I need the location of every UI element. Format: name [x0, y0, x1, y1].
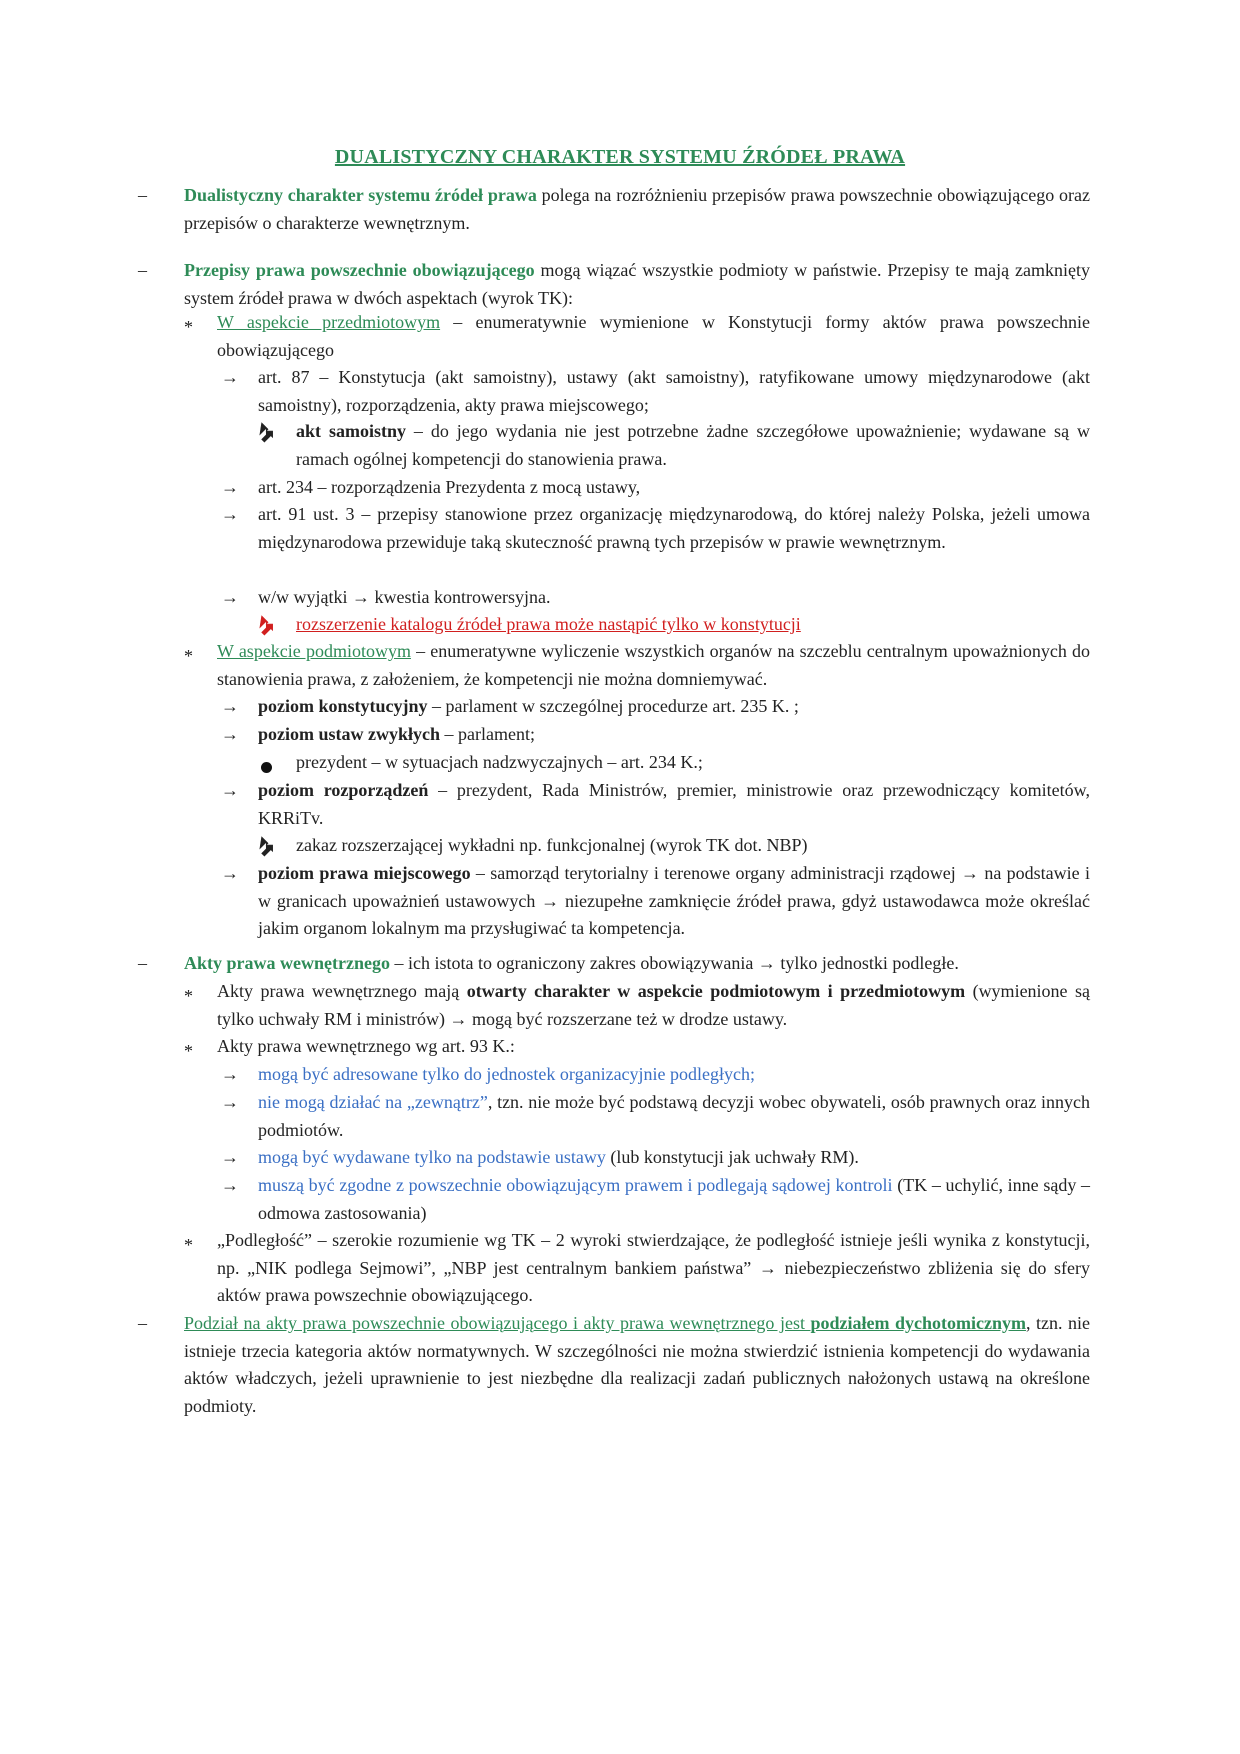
star-bullet: * — [184, 646, 193, 666]
item-court-control: muszą być zgodne z powszechnie obowiązującym prawem i podlegają sądowej kontroli (TK – uchylić, inne sądy – odmowa zastosowania) — [258, 1175, 1090, 1223]
item-statutory-basis: mogą być wydawane tylko na podstawie ustawy (lub konstytucji jak uchwały RM). — [258, 1147, 859, 1167]
item-subject-aspect: W aspekcie podmiotowym – enumeratywne wyliczenie wszystkich organów na szczeblu centralnym upoważnionych do stanowienia prawa, z założeniem, że kompetencji nie można domniemywać. — [217, 641, 1090, 689]
item-open-character: Akty prawa wewnętrznego mają otwarty charakter w aspekcie podmiotowym i przedmiotowym (wymienione są tylko uchwały RM i ministrów) → mogą być rozszerzane też w drodze ustawy. — [217, 981, 1090, 1029]
star-bullet: * — [184, 986, 193, 1006]
pointing-hand-icon — [258, 614, 280, 636]
item-ordinary-law-level: poziom ustaw zwykłych – parlament; — [258, 724, 535, 744]
item-subordination: „Podległość” – szerokie rozumienie wg TK – 2 wyroki stwierdzające, że podległość istnieje jeśli wynika z konstytucji, np. „NIK podlega Sejmowi”, „NBP jest centralnym bankiem państwa” → niebezpieczeństwo zbliżenia się do sfery aktów prawa powszechnie obowiązującego. — [217, 1230, 1090, 1305]
term-object-aspect: W aspekcie przedmiotowym — [217, 312, 441, 332]
star-bullet: * — [184, 317, 193, 337]
dash-bullet: – — [138, 953, 147, 973]
filled-circle-bullet-icon — [261, 762, 272, 773]
page-title: DUALISTYCZNY CHARAKTER SYSTEMU ŹRÓDEŁ PRAWA — [334, 146, 906, 168]
star-bullet: * — [184, 1235, 193, 1255]
pointing-hand-icon — [258, 835, 280, 857]
arrow-bullet: → — [221, 1147, 239, 1167]
item-art-91: art. 91 ust. 3 – przepisy stanowione przez organizację międzynarodową, do której należy Polska, jeżeli umowa międzynarodowa przewiduje taką skuteczność prawną tych przepisów w prawie wewnętrznym. — [258, 504, 1090, 552]
arrow-bullet: → — [221, 780, 239, 800]
paragraph-internal-law: Akty prawa wewnętrznego – ich istota to ograniczony zakres obowiązywania → tylko jednostki podległe. — [184, 953, 959, 973]
item-regulation-level: poziom rozporządzeń – prezydent, Rada Ministrów, premier, ministrowie oraz przewodniczący komitetów, KRRiTv. — [258, 780, 1091, 828]
item-art-93: Akty prawa wewnętrznego wg art. 93 K.: — [217, 1036, 515, 1056]
paragraph-dichotomy: Podział na akty prawa powszechnie obowiązującego i akty prawa wewnętrznego jest podziałem dychotomicznym, tzn. nie istnieje trzecia kategoria aktów normatywnych. W szczególności nie można stwierdzić istnienia kompetencji do wydawania aktów władczych, jeżeli uprawnienie to jest niezbędne dla realizacji zadań publicznych nałożonych ustawą na określone podmioty. — [184, 1313, 1091, 1416]
arrow-bullet: → — [221, 696, 239, 716]
item-exceptions: w/w wyjątki → kwestia kontrowersyjna. — [258, 587, 551, 607]
term-dualism: Dualistyczny charakter systemu źródeł prawa — [184, 185, 537, 205]
item-constitutional-level: poziom konstytucyjny – parlament w szczególnej procedurze art. 235 K. ; — [258, 696, 799, 716]
arrow-bullet: → — [221, 477, 239, 497]
term-internal-law: Akty prawa wewnętrznego — [184, 953, 390, 973]
item-art-234: art. 234 – rozporządzenia Prezydenta z mocą ustawy, — [258, 477, 641, 497]
item-president: prezydent – w sytuacjach nadzwyczajnych – art. 234 K.; — [296, 752, 703, 772]
dash-bullet: – — [138, 260, 147, 280]
paragraph-general-law: Przepisy prawa powszechnie obowiązującego mogą wiązać wszystkie podmioty w państwie. Przepisy te mają zamknięty system źródeł prawa w dwóch aspektach (wyrok TK): — [184, 260, 1090, 308]
arrow-bullet: → — [221, 1092, 239, 1112]
item-object-aspect: W aspekcie przedmiotowym – enumeratywnie wymienione w Konstytucji formy aktów prawa powszechnie obowiązującego — [217, 312, 1091, 360]
dash-bullet: – — [138, 1313, 147, 1333]
note-catalog-extension: rozszerzenie katalogu źródeł prawa może nastąpić tylko w konstytucji — [296, 614, 801, 634]
arrow-bullet: → — [221, 587, 239, 607]
term-dichotomy: podziałem dychotomicznym — [810, 1313, 1026, 1333]
item-no-external-effect: nie mogą działać na „zewnątrz”, tzn. nie może być podstawą decyzji wobec obywateli, osób prawnych oraz innych podmiotów. — [258, 1092, 1090, 1140]
pointing-hand-icon — [258, 421, 280, 443]
note-interpretation-ban: zakaz rozszerzającej wykładni np. funkcjonalnej (wyrok TK dot. NBP) — [296, 835, 808, 855]
arrow-bullet: → — [221, 367, 239, 387]
item-art-87: art. 87 – Konstytucja (akt samoistny), ustawy (akt samoistny), ratyfikowane umowy międzynarodowe (akt samoistny), rozporządzenia, akty prawa miejscowego; — [258, 367, 1090, 415]
arrow-bullet: → — [221, 863, 239, 883]
item-addressed-units: mogą być adresowane tylko do jednostek organizacyjnie podległych; — [258, 1064, 756, 1084]
arrow-bullet: → — [221, 1064, 239, 1084]
star-bullet: * — [184, 1041, 193, 1061]
arrow-bullet: → — [221, 1175, 239, 1195]
note-autonomous-act: akt samoistny – do jego wydania nie jest potrzebne żadne szczegółowe upoważnienie; wydawane są w ramach ogólnej kompetencji do stanowienia prawa. — [296, 421, 1090, 469]
term-autonomous-act: akt samoistny — [296, 421, 406, 441]
item-local-law-level: poziom prawa miejscowego – samorząd terytorialny i terenowe organy administracji rządowej → na podstawie i w granicach upoważnień ustawowych → niezupełne zamknięcie źródeł prawa, gdyż ustawodawca może określać jakim organom lokalnym ma przysługiwać ta kompetencja. — [258, 863, 1090, 938]
term-subject-aspect: W aspekcie podmiotowym — [217, 641, 411, 661]
dash-bullet: – — [138, 185, 147, 205]
arrow-bullet: → — [221, 724, 239, 744]
arrow-bullet: → — [221, 504, 239, 524]
term-general-law: Przepisy prawa powszechnie obowiązującego — [184, 260, 535, 280]
paragraph-dualism: Dualistyczny charakter systemu źródeł prawa polega na rozróżnieniu przepisów prawa powszechnie obowiązującego oraz przepisów o charakterze wewnętrznym. — [184, 185, 1090, 233]
